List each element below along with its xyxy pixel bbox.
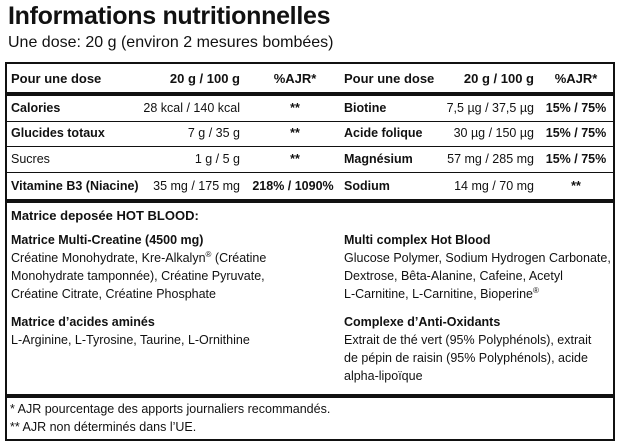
row-sodium-label: Sodium (344, 179, 390, 193)
row-vitamine-b3-label: Vitamine B3 (Niacine) (11, 179, 139, 193)
matrix-antiox (344, 313, 591, 385)
row-vitamine-b3-value: 35 mg / 175 mg (153, 179, 240, 193)
matrix-title: Matrice deposée HOT BLOOD: (11, 208, 199, 223)
matrix-antiox-heading: Complexe d’Anti-Oxidants (344, 315, 501, 329)
row-vitamine-b3-ajr: 218% / 1090% (252, 179, 334, 193)
row-calories-value: 28 kcal / 140 kcal (143, 101, 240, 115)
footnote-ajr-undetermined: ** AJR non déterminés dans l’UE. (10, 420, 197, 434)
row-sucres-value: 1 g / 5 g (194, 152, 240, 166)
header-left-label: Pour une dose (11, 71, 102, 86)
matrix-antiox-line: alpha-lipoïque (344, 369, 423, 383)
row-acide-folique-ajr: 15% / 75% (545, 126, 607, 140)
row-divider (5, 121, 615, 122)
matrix-antiox-line: de pépin de raisin (95% Polyphénols), acide (344, 351, 588, 365)
row-sodium-value: 14 mg / 70 mg (454, 179, 534, 193)
matrix-creatine (11, 231, 266, 303)
row-glucides-label: Glucides totaux (11, 126, 105, 140)
row-divider (5, 172, 615, 173)
row-calories-ajr: ** (290, 101, 300, 115)
row-acide-folique-label: Acide folique (344, 126, 423, 140)
row-biotine-label: Biotine (344, 101, 387, 115)
page-title: Informations nutritionnelles (8, 2, 331, 30)
matrix-amino (11, 313, 250, 349)
footnote-divider (5, 394, 615, 398)
header-right-ajr: %AJR* (554, 71, 598, 86)
header-left-ajr: %AJR* (273, 71, 317, 86)
row-sucres-ajr: ** (290, 152, 300, 166)
matrix-hotblood (344, 231, 611, 303)
row-glucides-value: 7 g / 35 g (187, 126, 240, 140)
row-magnesium-ajr: 15% / 75% (545, 152, 607, 166)
row-biotine-ajr: 15% / 75% (545, 101, 607, 115)
header-left-amount: 20 g / 100 g (169, 71, 240, 86)
row-divider (5, 146, 615, 147)
matrix-hotblood-heading: Multi complex Hot Blood (344, 233, 491, 247)
matrix-amino-heading: Matrice d’acides aminés (11, 315, 155, 329)
row-calories-label: Calories (11, 101, 61, 115)
header-right-amount: 20 g / 100 g (463, 71, 534, 86)
matrix-creatine-line: Créatine Citrate, Créatine Phosphate (11, 287, 216, 301)
matrix-amino-line: L-Arginine, L-Tyrosine, Taurine, L-Ornithine (11, 333, 250, 347)
row-glucides-ajr: ** (290, 126, 300, 140)
matrix-divider (5, 199, 615, 203)
header-right-label: Pour une dose (344, 71, 435, 86)
row-acide-folique-value: 30 µg / 150 µg (453, 126, 534, 140)
header-divider (5, 92, 615, 96)
row-sodium-ajr: ** (571, 179, 581, 193)
footnote-ajr: * AJR pourcentage des apports journaliers recommandés. (10, 402, 331, 416)
serving-subtitle: Une dose: 20 g (environ 2 mesures bombées) (8, 34, 334, 51)
matrix-antiox-line: Extrait de thé vert (95% Polyphénols), extrait (344, 333, 592, 347)
row-biotine-value: 7,5 µg / 37,5 µg (446, 101, 534, 115)
matrix-creatine-heading: Matrice Multi-Creatine (4500 mg) (11, 233, 204, 247)
matrix-hotblood-line: L-Carnitine, L-Carnitine, Bioperine® (344, 285, 539, 301)
matrix-creatine-line: Créatine Monohydrate, Kre-Alkalyn® (Créatine (11, 249, 267, 265)
matrix-creatine-line: Monohydrate tamponnée), Créatine Pyruvate, (11, 269, 265, 283)
matrix-hotblood-line: Dextrose, Bêta-Alanine, Cafeine, Acetyl (344, 269, 563, 283)
row-magnesium-value: 57 mg / 285 mg (447, 152, 534, 166)
row-sucres-label: Sucres (11, 152, 50, 166)
row-magnesium-label: Magnésium (344, 152, 413, 166)
matrix-hotblood-line: Glucose Polymer, Sodium Hydrogen Carbonate, (344, 251, 611, 265)
